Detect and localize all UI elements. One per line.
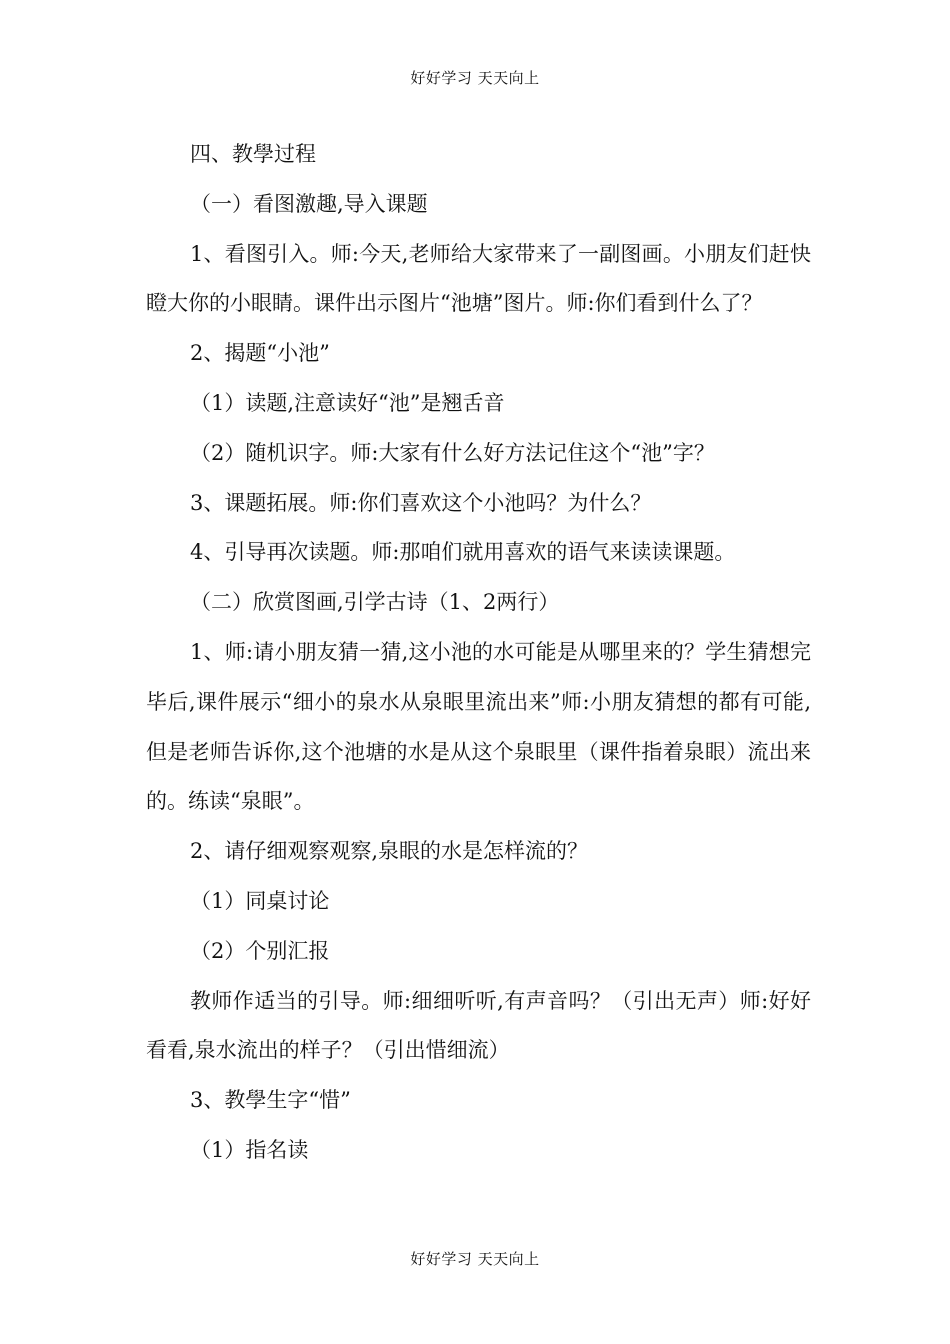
page-footer: 好好学习 天天向上	[410, 1250, 540, 1268]
paragraph-step-2-1: （1）读题,注意读好“池”是翘舌音	[190, 390, 505, 415]
paragraph-step-b2-1: （1）同桌讨论	[190, 888, 330, 913]
page-header: 好好学习 天天向上	[410, 69, 540, 87]
paragraph-step-b2-2: （2）个别汇报	[190, 938, 330, 963]
subsection-heading-2: （二）欣赏图画,引学古诗（1、2两行）	[190, 590, 560, 615]
paragraph-step-2-2: （2）随机识字。师:大家有什么好方法记住这个“池”字？	[190, 440, 715, 465]
paragraph-step-1: 1、看图引入。师:今天,老师给大家带来了一副图画。小朋友们赶快瞪大你的小眼睛。课件出示图片“池塘”图片。师:你们看到什么了？	[146, 241, 811, 316]
section-heading-teaching-process: 四、教學过程	[190, 142, 316, 166]
document-body	[146, 130, 811, 1176]
paragraph-teacher-guidance: 教师作适当的引导。师:细细听听,有声音吗？（引出无声）师:好好看看,泉水流出的样子？（引出惜细流）	[146, 988, 811, 1063]
paragraph-step-4: 4、引导再次读题。师:那咱们就用喜欢的语气来读读课题。	[190, 540, 736, 565]
paragraph-step-b3-1: （1）指名读	[190, 1137, 309, 1162]
paragraph-step-b1: 1、师:请小朋友猜一猜,这小池的水可能是从哪里来的？学生猜想完毕后,课件展示“细小的泉水从泉眼里流出来”师:小朋友猜想的都有可能,但是老师告诉你,这个池塘的水是从这个泉眼里（课件指着泉眼）流出来的。练读“泉眼”。	[146, 639, 811, 814]
paragraph-step-3: 3、课题拓展。师:你们喜欢这个小池吗？为什么？	[190, 490, 652, 515]
paragraph-step-b2: 2、请仔细观察观察,泉眼的水是怎样流的？	[190, 839, 589, 864]
paragraph-step-2: 2、揭题“小池”	[190, 341, 330, 366]
subsection-heading-1: （一）看图激趣,导入课题	[190, 191, 428, 216]
paragraph-step-b3: 3、教學生字“惜”	[190, 1088, 351, 1113]
